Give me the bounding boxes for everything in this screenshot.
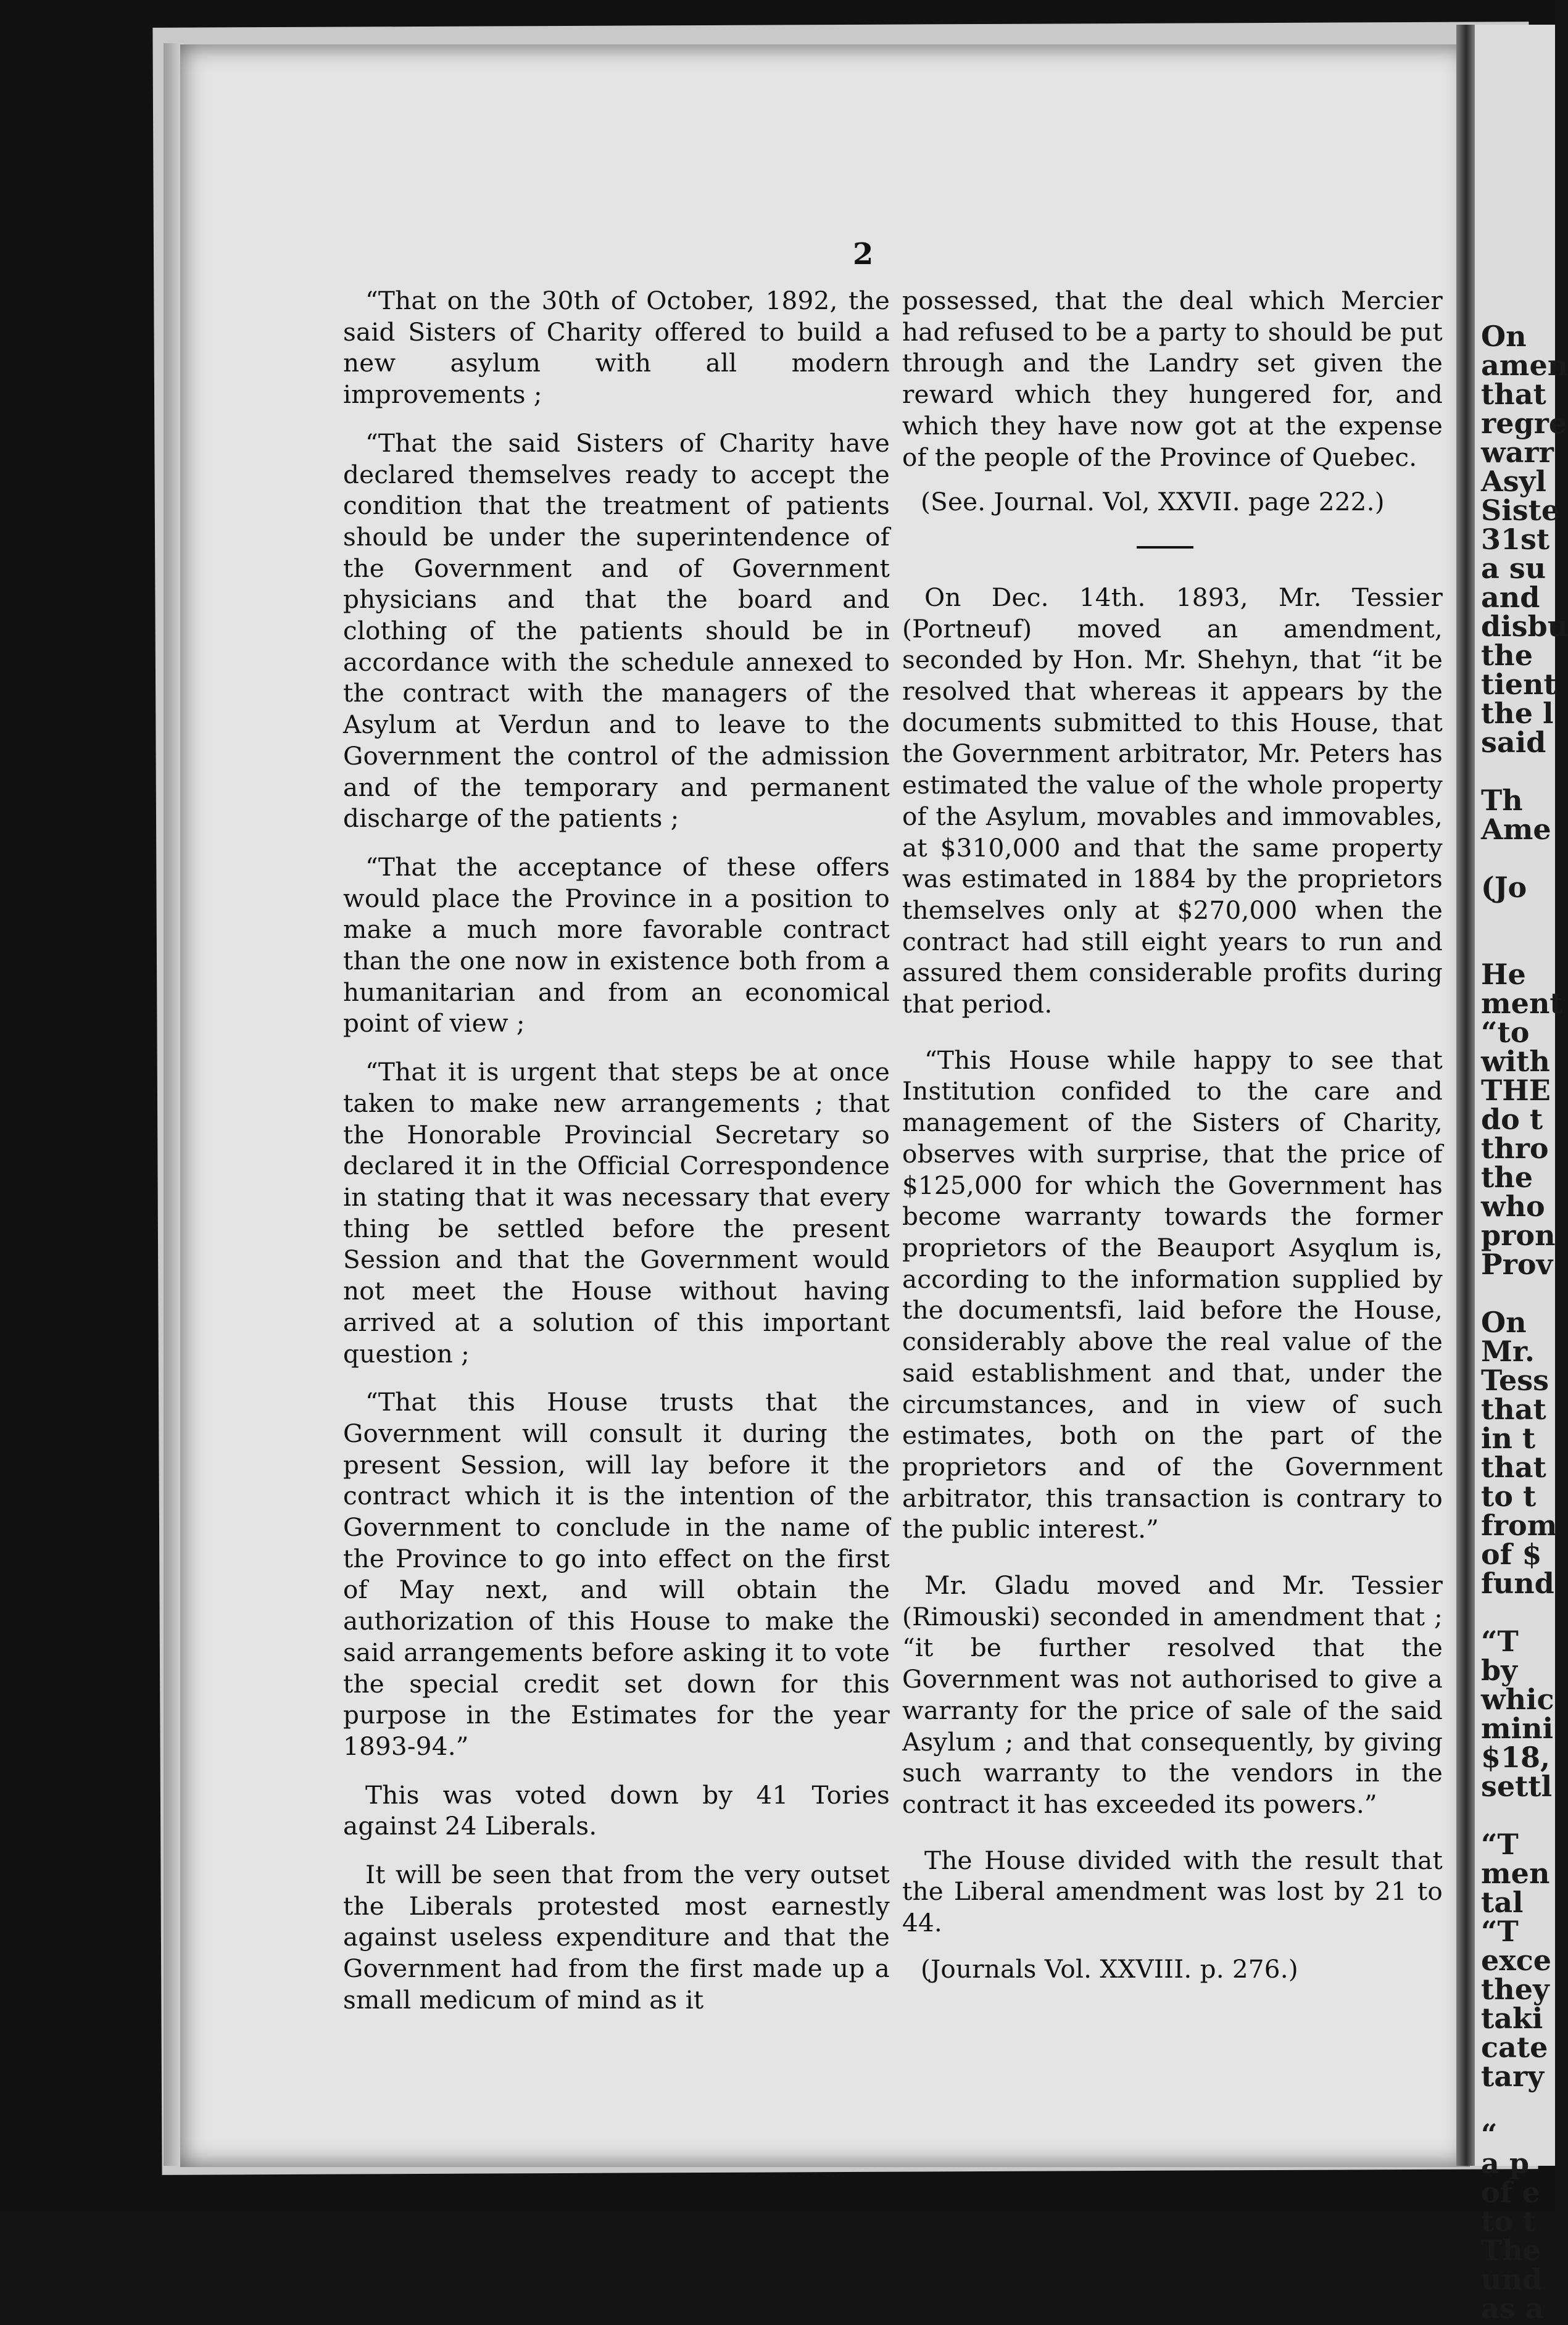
facing-page-text-fragment: to t	[1481, 2205, 1537, 2238]
facing-page-text-fragment: a su	[1481, 552, 1546, 585]
facing-page-text-fragment: On	[1481, 1306, 1527, 1339]
facing-page-text-fragment: (Jo	[1481, 871, 1527, 904]
page-gutter	[1456, 25, 1476, 2166]
facing-page-text-fragment: tient	[1481, 668, 1557, 701]
facing-page-text-fragment: that	[1481, 378, 1546, 411]
facing-page-text-fragment: He	[1481, 958, 1526, 991]
facing-page-text-fragment: said	[1481, 726, 1546, 759]
paragraph: “That the said Sisters of Charity have declared themselves ready to accept the condition that the treatment of patients should be under the superintendence of the Government and of Government physicians and that the board and clothing of the patients should be in accordance with the schedule annexed to the contract with the managers of the Asylum at Verdun and to leave to the Government the control of the admission and of the temporary and permanent discharge of the patients ;	[343, 428, 890, 834]
paragraph: This was voted down by 41 Tories against 24 Liberals.	[343, 1780, 890, 1841]
facing-page-text-fragment: “T	[1481, 1625, 1519, 1658]
facing-page-text-fragment: settl	[1481, 1770, 1553, 1803]
facing-page-text-fragment: Tess	[1481, 1364, 1549, 1397]
paragraph: It will be seen that from the very outset the Liberals protested most earnestly against useless expenditure and that the Government had from the first made up a small medicum of mind as it	[343, 1860, 890, 2015]
facing-page-text-fragment: of e	[1481, 2176, 1540, 2209]
facing-page-text-fragment: 31st	[1481, 523, 1550, 556]
facing-page-text-fragment: “T	[1481, 1915, 1519, 1948]
paragraph: possessed, that the deal which Mercier had refused to be a party to should be put through and the Landry set given the reward which they hungered for, and which they have now got at the expense of the people of the Province of Quebec.	[902, 286, 1443, 472]
facing-page-text-fragment: a p	[1481, 2147, 1529, 2180]
facing-page-text-fragment: The	[1481, 2234, 1541, 2267]
paragraph: Mr. Gladu moved and Mr. Tessier (Rimouski) seconded in amendment that ; “it be further resolved that the Government was not authorised to give a warranty for the price of sale of the said Asylum ; and that consequently, by giving such warranty to the vendors in the contract it has exceeded its powers.”	[902, 1570, 1443, 1819]
facing-page-text-fragment: thro	[1481, 1132, 1549, 1165]
facing-page-text-fragment: with	[1481, 1045, 1550, 1078]
facing-page-text-fragment: whic	[1481, 1683, 1554, 1716]
facing-page-text-fragment: warr	[1481, 436, 1554, 469]
facing-page-text-fragment: fund	[1481, 1567, 1554, 1600]
facing-page-text-fragment: regre	[1481, 407, 1567, 440]
right-column	[902, 285, 1443, 2000]
facing-page-text-fragment: taki	[1481, 2002, 1543, 2035]
facing-page-text-fragment: men	[1481, 1857, 1550, 1890]
facing-page-text-fragment: Asyl	[1481, 465, 1546, 498]
facing-page-fragment	[1475, 25, 1568, 2325]
facing-page-text-fragment: that	[1481, 1451, 1546, 1484]
paragraph: “That it is urgent that steps be at once taken to make new arrangements ; that the Honorable Provincial Secretary so declared it in the Official Correspondence in stating that it was necessary that every thing be settled before the present Session and that the Government would not meet the House without having arrived at a solution of this important question ;	[343, 1057, 890, 1369]
facing-page-text-fragment: amen	[1481, 349, 1568, 382]
facing-page-text-fragment: tal	[1481, 1886, 1524, 1919]
facing-page-text-fragment: mini	[1481, 1712, 1554, 1745]
facing-page-text-fragment: the l	[1481, 697, 1554, 730]
facing-page-text-fragment: ment	[1481, 987, 1563, 1020]
facing-page-text-fragment: exce	[1481, 1944, 1551, 1977]
facing-page-text-fragment: Prov	[1481, 1248, 1553, 1281]
paragraph: “This House while happy to see that Institution confided to the care and management of the Sisters of Charity, observes with surprise, that the price of $125,000 for which the Government has become warranty towards the former proprietors of the Beauport Asyqlum is, according to the information supplied by the documentsfi, laid before the House, considerably above the real value of the said establishment and that, under the circumstances, and in view of such estimates, both on the part of the proprietors and of the Government arbitrator, this transaction is contrary to the public interest.”	[902, 1045, 1443, 1544]
facing-page-text-fragment: who	[1481, 1190, 1545, 1223]
citation: (See. Journal. Vol, XXVII. page 222.)	[921, 487, 1385, 517]
facing-page-text-fragment: and	[1481, 581, 1540, 614]
facing-page-text-fragment: Mr.	[1481, 1335, 1535, 1368]
facing-page-text-fragment: do t	[1481, 1103, 1543, 1136]
paragraph: “That this House trusts that the Government will consult it during the present Session, will lay before it the contract which it is the intention of the Government to conclude in the name of the Province to go into effect on the first of May next, and will obtain the authorization of this House to make the said arrangements before asking it to vote the special credit set down for this purpose in the Estimates for the year 1893-94.”	[343, 1387, 890, 1761]
facing-page-text-fragment: On	[1481, 320, 1527, 353]
facing-page-text-fragment: cate	[1481, 2031, 1548, 2064]
paragraph: The House divided with the result that the Liberal amendment was lost by 21 to 44.	[902, 1845, 1443, 1938]
paragraph: “That the acceptance of these offers would place the Province in a position to make a much more favorable contract than the one now in existence both from a humanitarian and from an economical point of view ;	[343, 852, 890, 1038]
facing-page-text-fragment: Ame	[1481, 813, 1551, 846]
facing-page-text-fragment: THE	[1481, 1074, 1551, 1107]
facing-page-text-fragment: “	[1481, 2118, 1498, 2151]
facing-page-text-fragment: they	[1481, 1973, 1549, 2006]
facing-page-text-fragment: as a	[1481, 2292, 1544, 2325]
facing-page-text-fragment: in t	[1481, 1422, 1536, 1455]
facing-page-text-fragment: that	[1481, 1393, 1546, 1426]
facing-page-text-fragment: “to	[1481, 1016, 1530, 1049]
facing-page-text-fragment: the	[1481, 639, 1533, 672]
facing-page-text-fragment: Siste	[1481, 494, 1560, 527]
facing-page-text-fragment: of $	[1481, 1538, 1542, 1571]
facing-page-text-fragment: the	[1481, 1161, 1533, 1194]
facing-page-text-fragment: to t	[1481, 1480, 1537, 1513]
facing-page-text-fragment: Th	[1481, 784, 1523, 817]
facing-page-text-fragment: by	[1481, 1654, 1517, 1687]
facing-page-text-fragment: pron	[1481, 1219, 1556, 1252]
paragraph: “That on the 30th of October, 1892, the said Sisters of Charity offered to build a new asylum with all modern improvements ;	[343, 286, 890, 410]
facing-page-text-fragment: tary	[1481, 2060, 1545, 2093]
page-number: 2	[853, 237, 874, 271]
paragraph: On Dec. 14th. 1893, Mr. Tessier (Portneuf) moved an amendment, seconded by Hon. Mr. Shehyn, that “it be resolved that whereas it appears by the documents submitted to this House, that the Government arbitrator, Mr. Peters has estimated the value of the whole property of the Asylum, movables and immovables, at $310,000 and that the same property was estimated in 1884 by the proprietors themselves only at $270,000 when the contract had still eight years to run and assured them considerable profits during that period.	[902, 582, 1443, 1019]
section-divider	[902, 534, 1443, 571]
citation: (Journals Vol. XXVIII. p. 276.)	[921, 1954, 1298, 1984]
left-column	[343, 285, 890, 2029]
facing-page-text-fragment: und	[1481, 2263, 1543, 2296]
facing-page-text-fragment: “T	[1481, 1828, 1519, 1861]
facing-page-text-fragment: from	[1481, 1509, 1558, 1542]
facing-page-text-fragment: disbu	[1481, 610, 1568, 643]
facing-page-text-fragment: $18,	[1481, 1741, 1551, 1774]
